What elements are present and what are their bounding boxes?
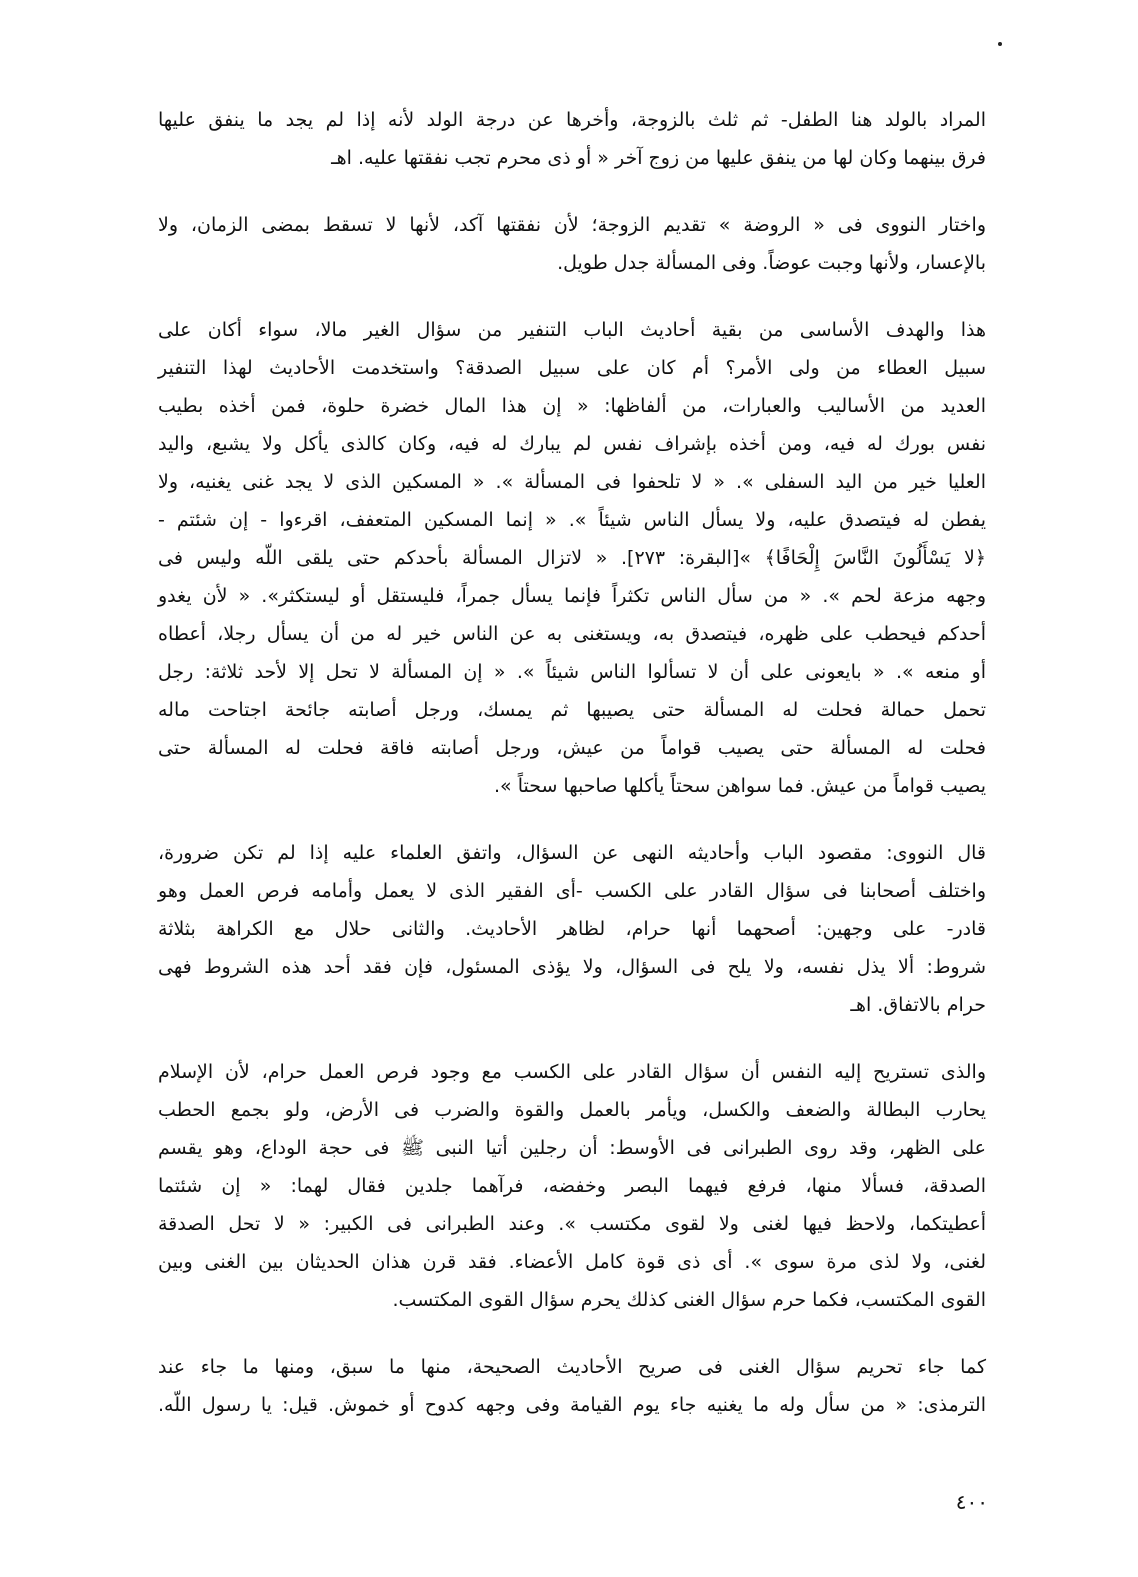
text-line: يحارب البطالة والضعف والكسل، ويأمر بالعمل والقوة والضرب فى الأرض، ولو بجمع الحطب	[158, 1099, 986, 1121]
paragraph	[158, 1053, 986, 1319]
text-line: فحلت له المسألة حتى يصيب قواماً من عيش، ورجل أصابته فاقة فحلت له المسألة حتى	[158, 737, 986, 759]
text-line: يصيب قواماً من عيش. فما سواهن سحتاً يأكلها صاحبها سحتاً ».	[493, 775, 986, 797]
paragraph	[158, 1348, 986, 1424]
scan-speck	[998, 42, 1002, 46]
text-line: هذا والهدف الأساسى من بقية أحاديث الباب التنفير من سؤال الغير مالا، سواء أكان على	[158, 319, 986, 341]
text-line: بالإعسار، ولأنها وجبت عوضاً. وفى المسألة جدل طويل.	[557, 252, 986, 274]
text-line: واختار النووى فى « الروضة » تقديم الزوجة؛ لأن نفقتها آكد، لأنها لا تسقط بمضى الزمان، ولا	[158, 214, 986, 236]
text-line: نفس بورك له فيه، ومن أخذه بإشراف نفس لم يبارك له فيه، وكان كالذى يأكل ولا يشبع، واليد	[158, 433, 986, 455]
text-line: أحدكم فيحطب على ظهره، فيتصدق به، ويستغنى به عن الناس خير له من أن يسأل رجلا، أعطاه	[158, 623, 986, 645]
text-line: أعطيتكما، ولاحظ فيها لغنى ولا لقوى مكتسب ». وعند الطبرانى فى الكبير: « لا تحل الصدقة	[158, 1213, 986, 1235]
text-line: لغنى، ولا لذى مرة سوى ». أى ذى قوة كامل الأعضاء. فقد قرن هذان الحديثان بين الغنى وبين	[158, 1251, 986, 1273]
paragraph	[158, 206, 986, 282]
paragraph	[158, 101, 986, 177]
text-line: شروط: ألا يذل نفسه، ولا يلح فى السؤال، ولا يؤذى المسئول، فإن فقد أحد هذه الشروط فهى	[158, 956, 986, 978]
body-text	[158, 101, 986, 1453]
text-line: الترمذى: « من سأل وله ما يغنيه جاء يوم القيامة وفى وجهه كدوح أو خموش. قيل: يا رسول اللّه.	[158, 1394, 986, 1416]
text-line: على الظهر، وقد روى الطبرانى فى الأوسط: أن رجلين أتيا النبى ﷺ فى حجة الوداع، وهو يقسم	[158, 1137, 986, 1159]
text-line: الصدقة، فسألا منها، فرفع فيهما البصر وخفضه، فرآهما جلدين فقال لهما: « إن شئتما	[158, 1175, 986, 1197]
text-line: وجهه مزعة لحم ». « من سأل الناس تكثراً فإنما يسأل جمراً، فليستقل أو ليستكثر». « لأن يغدو	[158, 585, 986, 607]
text-line: القوى المكتسب، فكما حرم سؤال الغنى كذلك يحرم سؤال القوى المكتسب.	[392, 1289, 986, 1311]
text-line: العليا خير من اليد السفلى ». « لا تلحفوا فى المسألة ». « المسكين الذى لا يجد غنى يغنيه، ولا	[158, 471, 986, 493]
text-line: حرام بالاتفاق. اهـ	[850, 994, 986, 1016]
text-line: المراد بالولد هنا الطفل- ثم ثلث بالزوجة، وأخرها عن درجة الولد لأنه إذا لم يجد ما ينفق عليها	[158, 109, 986, 131]
text-line: ﴿لا يَسْأَلُونَ النَّاسَ إِلْحَافًا﴾ »[البقرة: ٢٧٣]. « لاتزال المسألة بأحدكم حتى يلقى اللّه وليس فى	[158, 547, 986, 569]
text-line: سبيل العطاء من ولى الأمر؟ أم كان على سبيل الصدقة؟ واستخدمت الأحاديث لهذا التنفير	[158, 357, 986, 379]
paragraph	[158, 834, 986, 1024]
page-number: ٤٠٠	[955, 1490, 988, 1514]
text-line: والذى تستريح إليه النفس أن سؤال القادر على الكسب مع وجود فرص العمل حرام، لأن الإسلام	[158, 1061, 986, 1083]
text-line: واختلف أصحابنا فى سؤال القادر على الكسب -أى الفقير الذى لا يعمل وأمامه فرص العمل وهو	[158, 880, 986, 902]
text-line: قادر- على وجهين: أصحهما أنها حرام، لظاهر الأحاديث. والثانى حلال مع الكراهة بثلاثة	[158, 918, 986, 940]
text-line: تحمل حمالة فحلت له المسألة حتى يصيبها ثم يمسك، ورجل أصابته جائحة اجتاحت ماله	[158, 699, 986, 721]
text-line: قال النووى: مقصود الباب وأحاديثه النهى عن السؤال، واتفق العلماء عليه إذا لم تكن ضرورة،	[158, 842, 986, 864]
text-line: يفطن له فيتصدق عليه، ولا يسأل الناس شيئاً ». « إنما المسكين المتعفف، اقرءوا - إن شئتم -	[158, 509, 986, 531]
text-line: كما جاء تحريم سؤال الغنى فى صريح الأحاديث الصحيحة، منها ما سبق، ومنها ما جاء عند	[158, 1356, 986, 1378]
text-line: فرق بينهما وكان لها من ينفق عليها من زوج آخر « أو ذى محرم تجب نفقتها عليه. اهـ	[331, 147, 986, 169]
paragraph	[158, 311, 986, 805]
text-line: العديد من الأساليب والعبارات، من ألفاظها: « إن هذا المال خضرة حلوة، فمن أخذه بطيب	[158, 395, 986, 417]
text-line: أو منعه ». « بايعونى على أن لا تسألوا الناس شيئاً ». « إن المسألة لا تحل إلا لأحد ثلاثة: رجل	[158, 661, 986, 683]
